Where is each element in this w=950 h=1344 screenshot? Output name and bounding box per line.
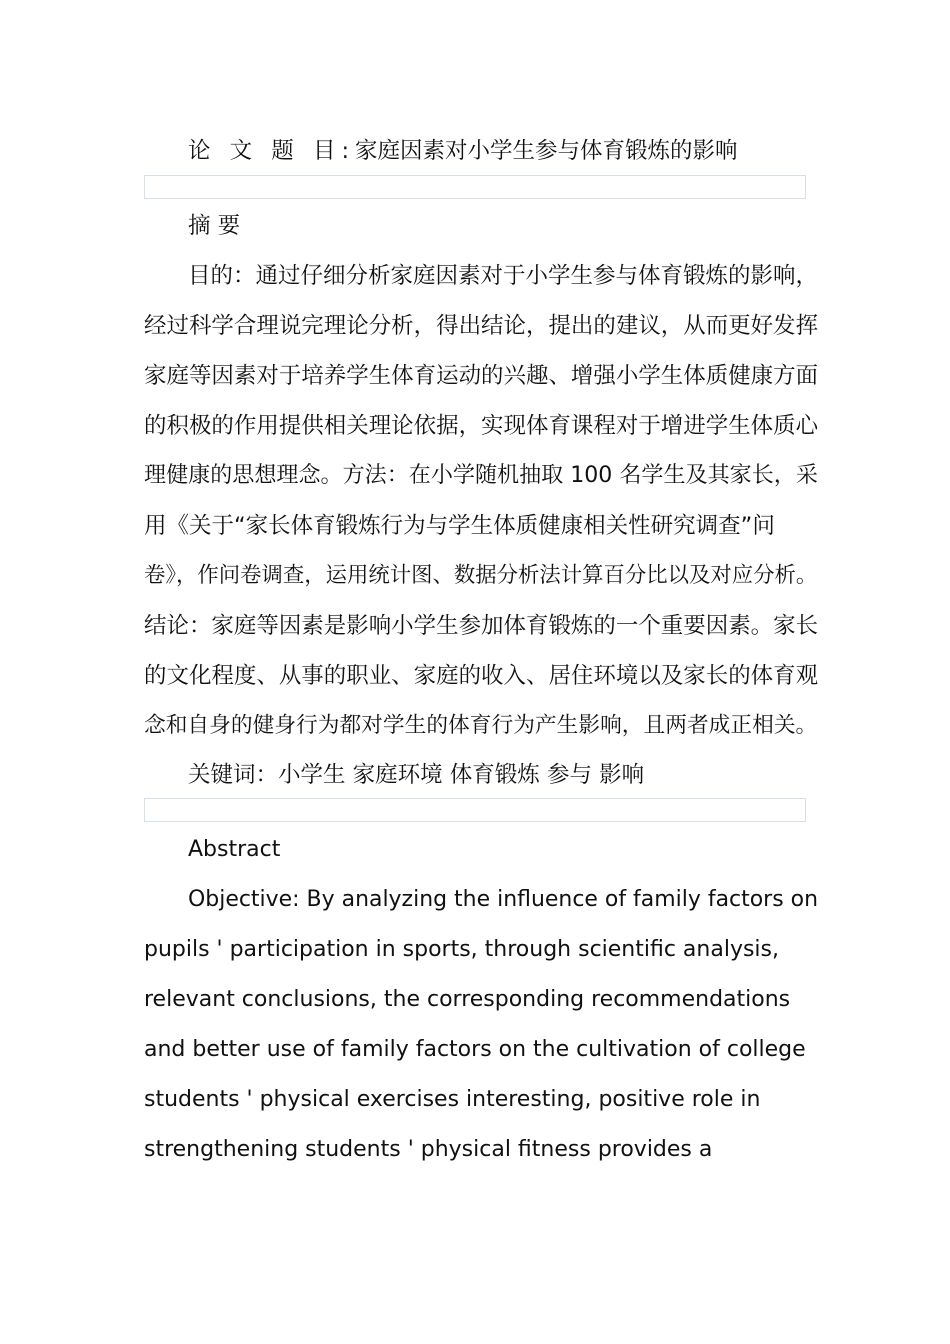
abstract-en-heading: Abstract: [188, 837, 281, 862]
abstract-cn-line: 家庭等因素对于培养学生体育运动的兴趣、增强小学生体质健康方面: [144, 363, 819, 389]
abstract-en-line: pupils ' participation in sports, through scientific analysis,: [144, 937, 780, 962]
thesis-title: [188, 136, 738, 166]
abstract-cn-line: 的积极的作用提供相关理论依据，实现体育课程对于增进学生体质心: [144, 413, 819, 439]
abstract-cn-line: 用《关于“家长体育锻炼行为与学生体质健康相关性研究调查”问: [144, 513, 775, 539]
abstract-cn-line: 经过科学合理说完理论分析，得出结论，提出的建议，从而更好发挥: [144, 313, 819, 339]
section-divider: [144, 175, 806, 199]
abstract-cn-line: 的文化程度、从事的职业、家庭的收入、居住环境以及家长的体育观: [144, 663, 819, 689]
thesis-title-label: 论 文 题 目:: [188, 138, 356, 164]
abstract-en-line: students ' physical exercises interesting, positive role in: [144, 1087, 761, 1112]
abstract-en-line: relevant conclusions, the corresponding recommendations: [144, 987, 791, 1012]
keywords: 关键词：小学生 家庭环境 体育锻炼 参与 影响: [188, 762, 645, 788]
abstract-en-line: strengthening students ' physical fitness provides a: [144, 1137, 713, 1162]
abstract-en-line: and better use of family factors on the cultivation of college: [144, 1037, 806, 1062]
abstract-cn-line: 念和自身的健身行为都对学生的体育行为产生影响，且两者成正相关。: [144, 713, 818, 738]
abstract-cn-heading: 摘 要: [188, 213, 241, 239]
abstract-en-line: Objective: By analyzing the influence of family factors on: [188, 887, 818, 912]
abstract-cn-line: 目的：通过仔细分析家庭因素对于小学生参与体育锻炼的影响，: [188, 263, 819, 289]
section-divider: [144, 798, 806, 822]
abstract-cn-line: 卷》，作问卷调查，运用统计图、数据分析法计算百分比以及对应分析。: [144, 563, 818, 588]
abstract-cn-line: 理健康的思想理念。方法：在小学随机抽取 100 名学生及其家长，采: [144, 463, 818, 488]
abstract-cn-line: 结论：家庭等因素是影响小学生参加体育锻炼的一个重要因素。家长: [144, 613, 819, 639]
thesis-title-text: 家庭因素对小学生参与体育锻炼的影响: [355, 138, 738, 164]
